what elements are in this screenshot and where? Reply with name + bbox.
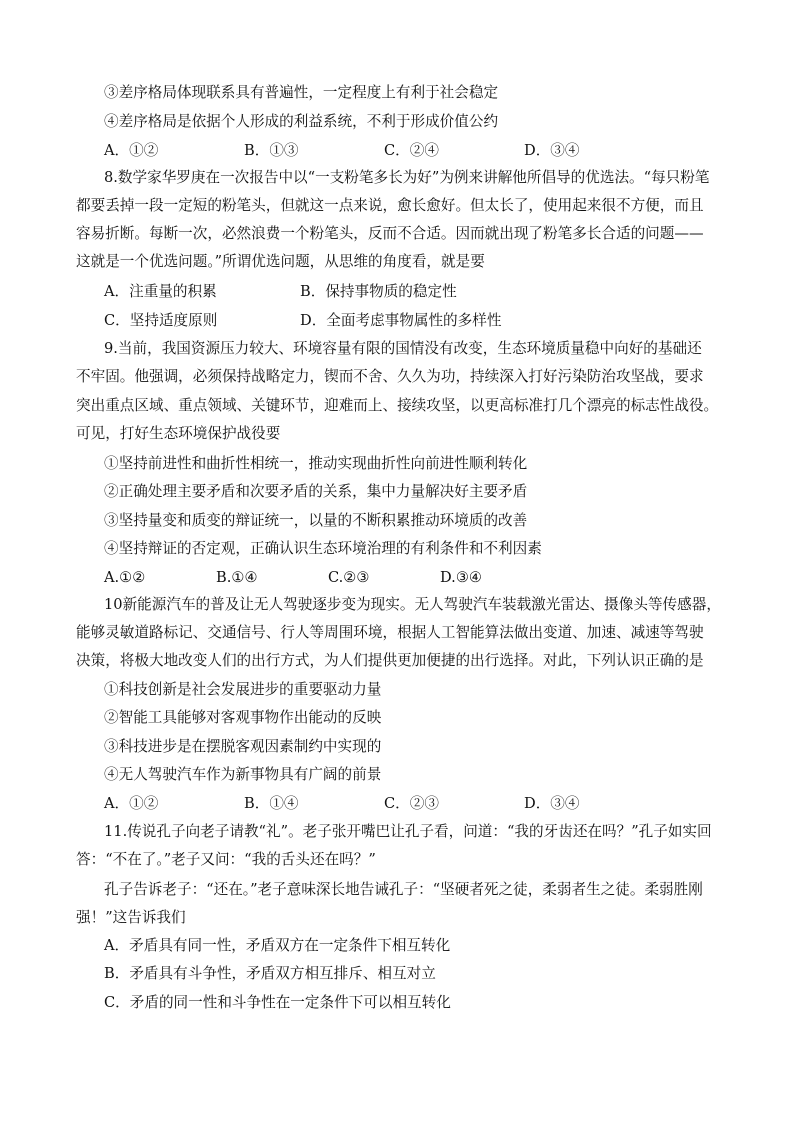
q8-stem-line-1: 8.数学家华罗庚在一次报告中以“一支粉笔多长为好”为例来讲解他所倡导的优选法。“每只粉笔	[104, 169, 710, 186]
q8-stem-line-3: 容易折断。每断一次，必然浪费一个粉笔头，反而不合适。因而就出现了粉笔多长合适的问题——	[76, 225, 704, 242]
q8-option-a: A．注重量的积累	[104, 283, 217, 300]
q7-option-a: A．①②	[104, 142, 159, 159]
q11-stem-line-3: 孔子告诉老子：“还在。”老子意味深长地告诫孔子：“坚硬者死之徒，柔弱者生之徒。柔弱胜刚	[104, 881, 703, 898]
q7-option-d: D．③④	[524, 142, 580, 159]
q7-statement-4: ④差序格局是依据个人形成的利益系统，不利于形成价值公约	[104, 113, 499, 130]
q9-option-c: C.②③	[328, 569, 370, 586]
q10-stem-line-1: 10新能源汽车的普及让无人驾驶逐步变为现实。无人驾驶汽车装载激光雷达、摄像头等传感器，	[104, 596, 721, 613]
q9-statement-1: ①坚持前进性和曲折性相统一，推动实现曲折性向前进性顺利转化	[104, 455, 528, 472]
q7-option-b: B．①③	[244, 142, 299, 159]
q11-option-c: C．矛盾的同一性和斗争性在一定条件下可以相互转化	[104, 994, 451, 1011]
q10-statement-2: ②智能工具能够对客观事物作出能动的反映	[104, 709, 382, 726]
q9-stem-line-2: 不牢固。他强调，必须保持战略定力，锲而不舍、久久为功，持续深入打好污染防治攻坚战，要求	[76, 368, 704, 385]
q10-statement-1: ①科技创新是社会发展进步的重要驱动力量	[104, 681, 382, 698]
q9-stem-line-3: 突出重点区域、重点领域、关键环节，迎难而上、接续攻坚，以更高标准打几个漂亮的标志性战役。	[76, 397, 719, 414]
q10-statement-4: ④无人驾驶汽车作为新事物具有广阔的前景	[104, 766, 382, 783]
q9-statement-2: ②正确处理主要矛盾和次要矛盾的关系，集中力量解决好主要矛盾	[104, 483, 528, 500]
q11-stem-line-4: 强！”这告诉我们	[76, 909, 186, 926]
q10-option-b: B．①④	[244, 795, 299, 812]
q8-option-b: B．保持事物质的稳定性	[300, 283, 457, 300]
q9-option-d: D.③④	[440, 569, 482, 586]
q10-statement-3: ③科技进步是在摆脱客观因素制约中实现的	[104, 738, 382, 755]
q9-statement-4: ④坚持辩证的否定观，正确认识生态环境治理的有利条件和不利因素	[104, 540, 542, 557]
q10-option-c: C．②③	[384, 795, 439, 812]
q8-option-d: D．全面考虑事物属性的多样性	[300, 312, 502, 329]
q8-stem-line-2: 都要丢掉一段一定短的粉笔头，但就这一点来说，愈长愈好。但太长了，使用起来很不方便，而且	[76, 197, 704, 214]
q10-option-d: D．③④	[524, 795, 580, 812]
q8-stem-line-4: 这就是一个优选问题。”所谓优选问题，从思维的角度看，就是要	[76, 253, 485, 270]
q11-option-b: B．矛盾具有斗争性，矛盾双方相互排斥、相互对立	[104, 965, 436, 982]
q8-option-c: C．坚持适度原则	[104, 312, 218, 329]
q10-stem-line-2: 能够灵敏道路标记、交通信号、行人等周围环境，根据人工智能算法做出变道、加速、减速等驾驶	[76, 624, 704, 641]
q11-stem-line-1: 11.传说孔子向老子请教“礼”。老子张开嘴巴让孔子看，问道：“我的牙齿还在吗？”孔子如实回	[104, 823, 712, 840]
q7-statement-3: ③差序格局体现联系具有普遍性，一定程度上有利于社会稳定	[104, 84, 499, 101]
q10-option-a: A．①②	[104, 795, 159, 812]
q7-option-c: C．②④	[384, 142, 439, 159]
q9-option-a: A.①②	[104, 569, 146, 586]
q11-option-a: A．矛盾具有同一性，矛盾双方在一定条件下相互转化	[104, 937, 451, 954]
q9-stem-line-4: 可见，打好生态环境保护战役要	[76, 425, 281, 442]
q11-stem-line-2: 答：“不在了。”老子又问：“我的舌头还在吗？”	[76, 851, 376, 868]
q10-stem-line-3: 决策，将极大地改变人们的出行方式，为人们提供更加便捷的出行选择。对此，下列认识正确的是	[76, 652, 704, 669]
q9-statement-3: ③坚持量变和质变的辩证统一，以量的不断积累推动环境质的改善	[104, 512, 528, 529]
q9-option-b: B.①④	[216, 569, 258, 586]
q9-stem-line-1: 9.当前，我国资源压力较大、环境容量有限的国情没有改变，生态环境质量稳中向好的基础还	[104, 340, 702, 357]
